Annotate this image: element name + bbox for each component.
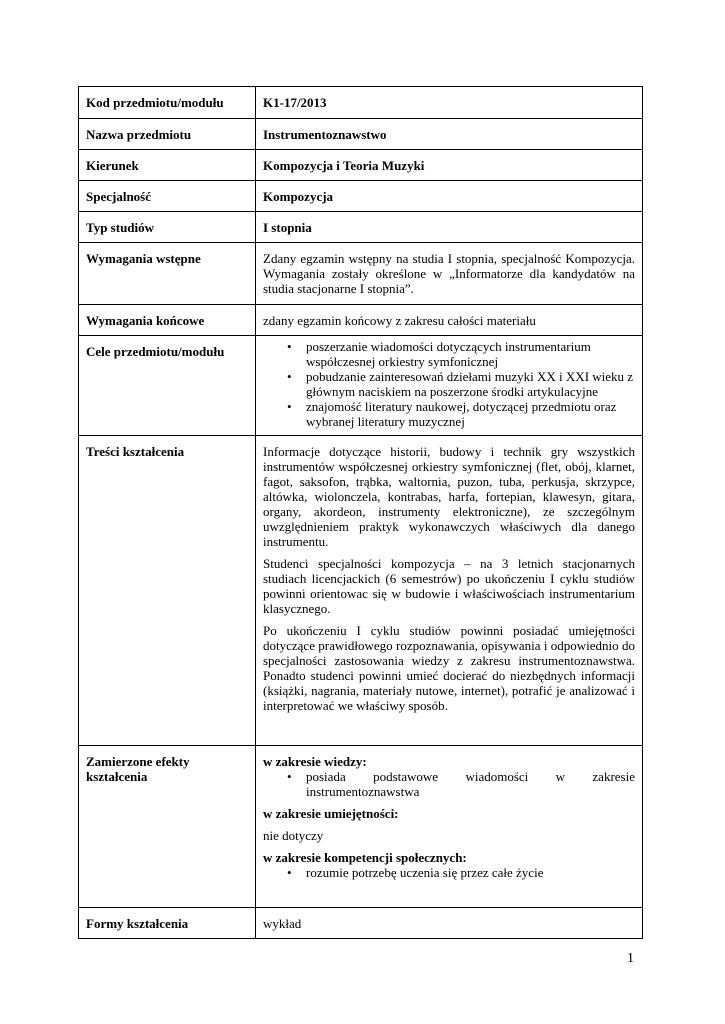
goals-list	[263, 339, 635, 429]
row-label: Typ studiów	[79, 212, 256, 243]
social-list	[263, 865, 635, 880]
row-label: Kierunek	[79, 150, 256, 181]
table-row	[79, 119, 643, 150]
row-label: Treści kształcenia	[79, 436, 256, 746]
row-label: Nazwa przedmiotu	[79, 119, 256, 150]
row-value	[256, 746, 643, 908]
row-label: Formy kształcenia	[79, 908, 256, 939]
row-value: Zdany egzamin wstępny na studia I stopnia, specjalność Kompozycja. Wymagania zostały określone w „Informatorze dla kandydatów na studia stacjonarne I stopnia”.	[256, 243, 643, 305]
row-value: zdany egzamin końcowy z zakresu całości materiału	[256, 305, 643, 336]
table-row	[79, 150, 643, 181]
list-item: • pobudzanie zainteresowań dziełami muzyki XX i XXI wieku z głównym naciskiem na poszerzone środki artykulacyjne	[263, 369, 635, 399]
table-row	[79, 243, 643, 305]
row-label: Zamierzone efekty kształcenia	[79, 746, 256, 908]
table-row	[79, 87, 643, 119]
list-item: • znajomość literatury naukowej, dotyczącej przedmiotu oraz wybranej literatury muzycznej	[263, 399, 635, 429]
row-label: Cele przedmiotu/modułu	[79, 336, 256, 436]
table-row	[79, 305, 643, 336]
table-row	[79, 212, 643, 243]
row-value: I stopnia	[256, 212, 643, 243]
list-item: • poszerzanie wiadomości dotyczących instrumentarium współczesnej orkiestry symfonicznej	[263, 339, 635, 369]
list-item: • rozumie potrzebę uczenia się przez całe życie	[263, 865, 635, 880]
content-paragraph: Studenci specjalności kompozycja – na 3 letnich stacjonarnych studiach licencjackich (6 semestrów) po ukończeniu I cyklu studiów powinni orientowac się w budowie i właściwościach instrumentarium klasycznego.	[263, 556, 635, 616]
row-label: Wymagania końcowe	[79, 305, 256, 336]
row-label: Specjalność	[79, 181, 256, 212]
table-row	[79, 181, 643, 212]
row-value: Kompozycja	[256, 181, 643, 212]
course-description-table	[78, 86, 643, 939]
skills-heading: w zakresie umiejętności:	[263, 806, 399, 821]
skills-text: nie dotyczy	[263, 828, 324, 843]
table-row	[79, 336, 643, 436]
row-label: Kod przedmiotu/modułu	[79, 87, 256, 119]
row-value: wykład	[256, 908, 643, 939]
table-row	[79, 908, 643, 939]
row-label: Wymagania wstępne	[79, 243, 256, 305]
knowledge-list	[263, 769, 635, 799]
row-value: Kompozycja i Teoria Muzyki	[256, 150, 643, 181]
list-item: • posiada podstawowe wiadomości w zakresie instrumentoznawstwa	[263, 769, 635, 799]
row-value	[256, 336, 643, 436]
table-row	[79, 436, 643, 746]
content-paragraph: Informacje dotyczące historii, budowy i technik gry wszystkich instrumentów współczesnej orkiestry symfonicznej (flet, obój, klarnet, fagot, saksofon, trąbka, waltornia, puzon, tuba, perkusja, skrzypce, altówka, wiolonczela, kontrabas, harfa, fortepian, klawesyn, gitara, organy, akordeon, instrumenty elektroniczne), ze szczególnym uwzględnieniem praktyk wykonawczych właściwych dla danego instrumentu.	[263, 444, 635, 549]
page-number: 1	[627, 951, 634, 966]
row-value: Instrumentoznawstwo	[256, 119, 643, 150]
row-value: K1-17/2013	[256, 87, 643, 119]
social-heading: w zakresie kompetencji społecznych:	[263, 850, 467, 865]
table-row	[79, 746, 643, 908]
row-value	[256, 436, 643, 746]
knowledge-heading: w zakresie wiedzy:	[263, 754, 367, 769]
content-paragraph: Po ukończeniu I cyklu studiów powinni posiadać umiejętności dotyczące prawidłowego rozpoznawania, opisywania i odpowiednio do specjalności zastosowania wiedzy z zakresu instrumentoznawstwa. Ponadto studenci powinni umieć docierać do niezbędnych informacji (książki, nagrania, materiały nutowe, internet), potrafić je analizować i interpretować we właściwy sposób.	[263, 623, 635, 713]
